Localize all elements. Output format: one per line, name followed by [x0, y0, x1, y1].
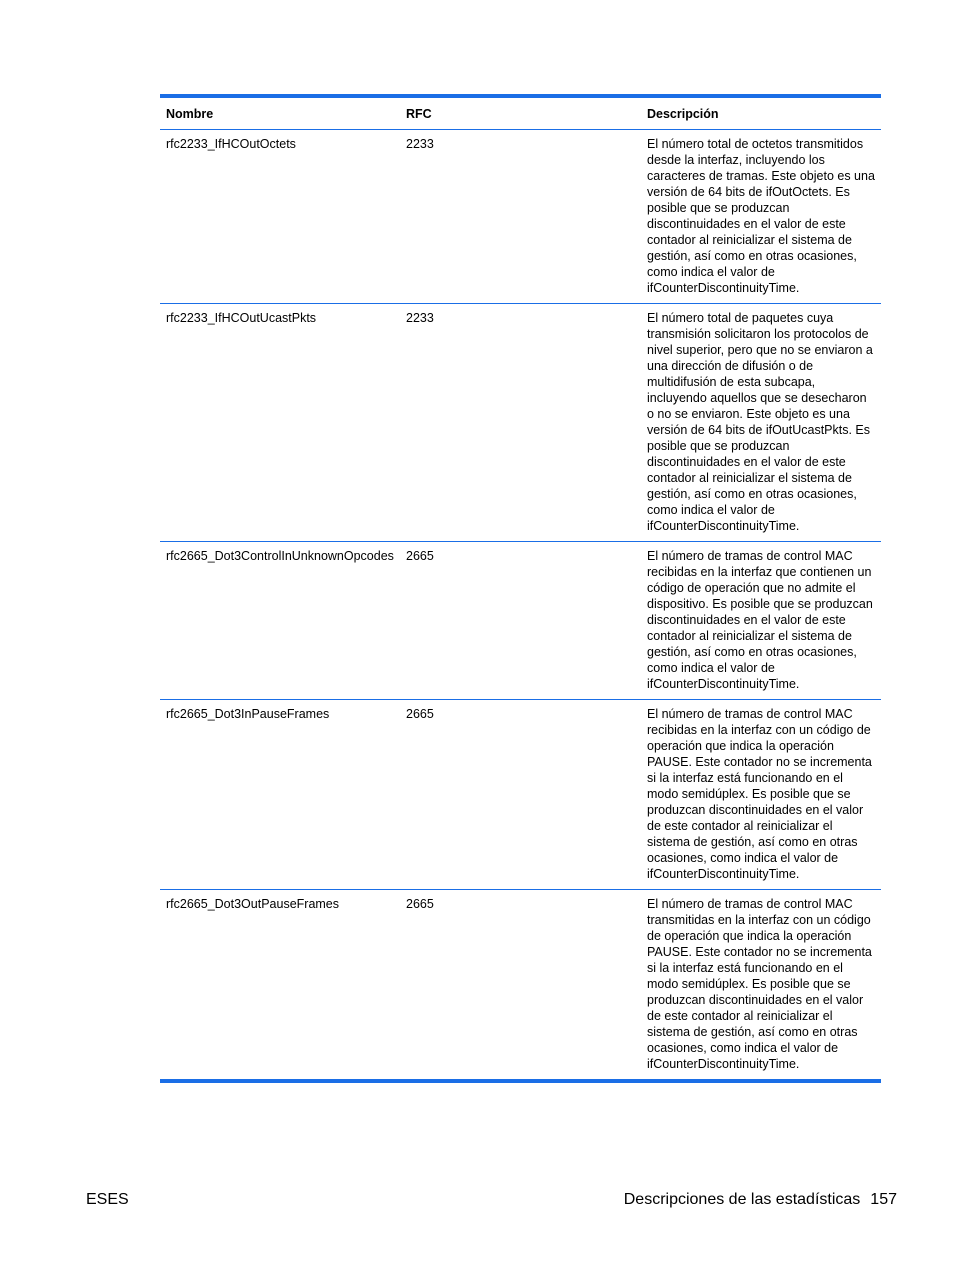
cell-description: El número total de paquetes cuya transmisión solicitaron los protocolos de nivel superior, pero que no se enviaron a una dirección de difusión o de multidifusión de esta subcapa, incluyendo aquellos que se desecharon o no se enviaron. Este objeto es una versión de 64 bits de ifOutUcastPkts. Es posible que se produzcan discontinuidades en el valor de este contador al reinicializar el sistema de gestión, así como en otras ocasiones, como indica el valor de ifCounterDiscontinuityTime.: [647, 311, 873, 533]
column-header-name: Nombre: [166, 107, 214, 121]
cell-name: rfc2665_Dot3InPauseFrames: [166, 707, 330, 721]
cell-description: El número de tramas de control MAC recibidas en la interfaz que contienen un código de operación que no admite el dispositivo. Es posible que se produzcan discontinuidades en el valor de este contador al reinicializar el sistema de gestión, así como en otras ocasiones, como indica el valor de ifCounterDiscontinuityTime.: [647, 549, 873, 691]
cell-rfc: 2665: [406, 549, 434, 563]
table-header: [160, 96, 881, 130]
cell-name: rfc2233_IfHCOutUcastPkts: [166, 311, 317, 325]
table-row: [160, 700, 881, 890]
table-body: [160, 130, 881, 1082]
table-row: [160, 890, 881, 1082]
cell-description: El número total de octetos transmitidos desde la interfaz, incluyendo los caracteres de tramas. Este objeto es una versión de 64 bits de ifOutOctets. Es posible que se produzcan discontinuidades en el valor de este contador al reinicializar el sistema de gestión, así como en otras ocasiones, como indica el valor de ifCounterDiscontinuityTime.: [647, 137, 875, 295]
table-row: [160, 130, 881, 304]
footer-section-title: Descripciones de las estadísticas: [623, 1191, 861, 1208]
cell-description: El número de tramas de control MAC recibidas en la interfaz con un código de operación que indica la operación PAUSE. Este contador no se incrementa si la interfaz está funcionando en el modo semidúplex. Es posible que se produzcan discontinuidades en el valor de este contador al reinicializar el sistema de gestión, así como en otras ocasiones, como indica el valor de ifCounterDiscontinuityTime.: [647, 707, 872, 881]
statistics-table-container: [160, 94, 881, 1083]
table-row: [160, 304, 881, 542]
cell-description: El número de tramas de control MAC transmitidas en la interfaz con un código de operación que indica la operación PAUSE. Este contador no se incrementa si la interfaz está funcionando en el modo semidúplex. Es posible que se produzcan discontinuidades en el valor de este contador al reinicializar el sistema de gestión, así como en otras ocasiones, como indica el valor de ifCounterDiscontinuityTime.: [647, 897, 872, 1071]
cell-name: rfc2665_Dot3OutPauseFrames: [166, 897, 340, 911]
cell-name: rfc2233_IfHCOutOctets: [166, 137, 296, 151]
footer-locale-code: ESES: [86, 1191, 129, 1208]
cell-name: rfc2665_Dot3ControlInUnknownOpcodes: [166, 549, 394, 563]
page-number: 157: [870, 1191, 897, 1208]
cell-rfc: 2233: [406, 137, 434, 151]
statistics-table: [160, 94, 881, 1083]
cell-rfc: 2233: [406, 311, 434, 325]
cell-rfc: 2665: [406, 707, 434, 721]
table-row: [160, 542, 881, 700]
cell-rfc: 2665: [406, 897, 434, 911]
column-header-rfc: RFC: [406, 107, 432, 121]
footer-section: [624, 1191, 897, 1209]
table-header-row: [160, 96, 881, 130]
column-header-description: Descripción: [647, 107, 719, 121]
